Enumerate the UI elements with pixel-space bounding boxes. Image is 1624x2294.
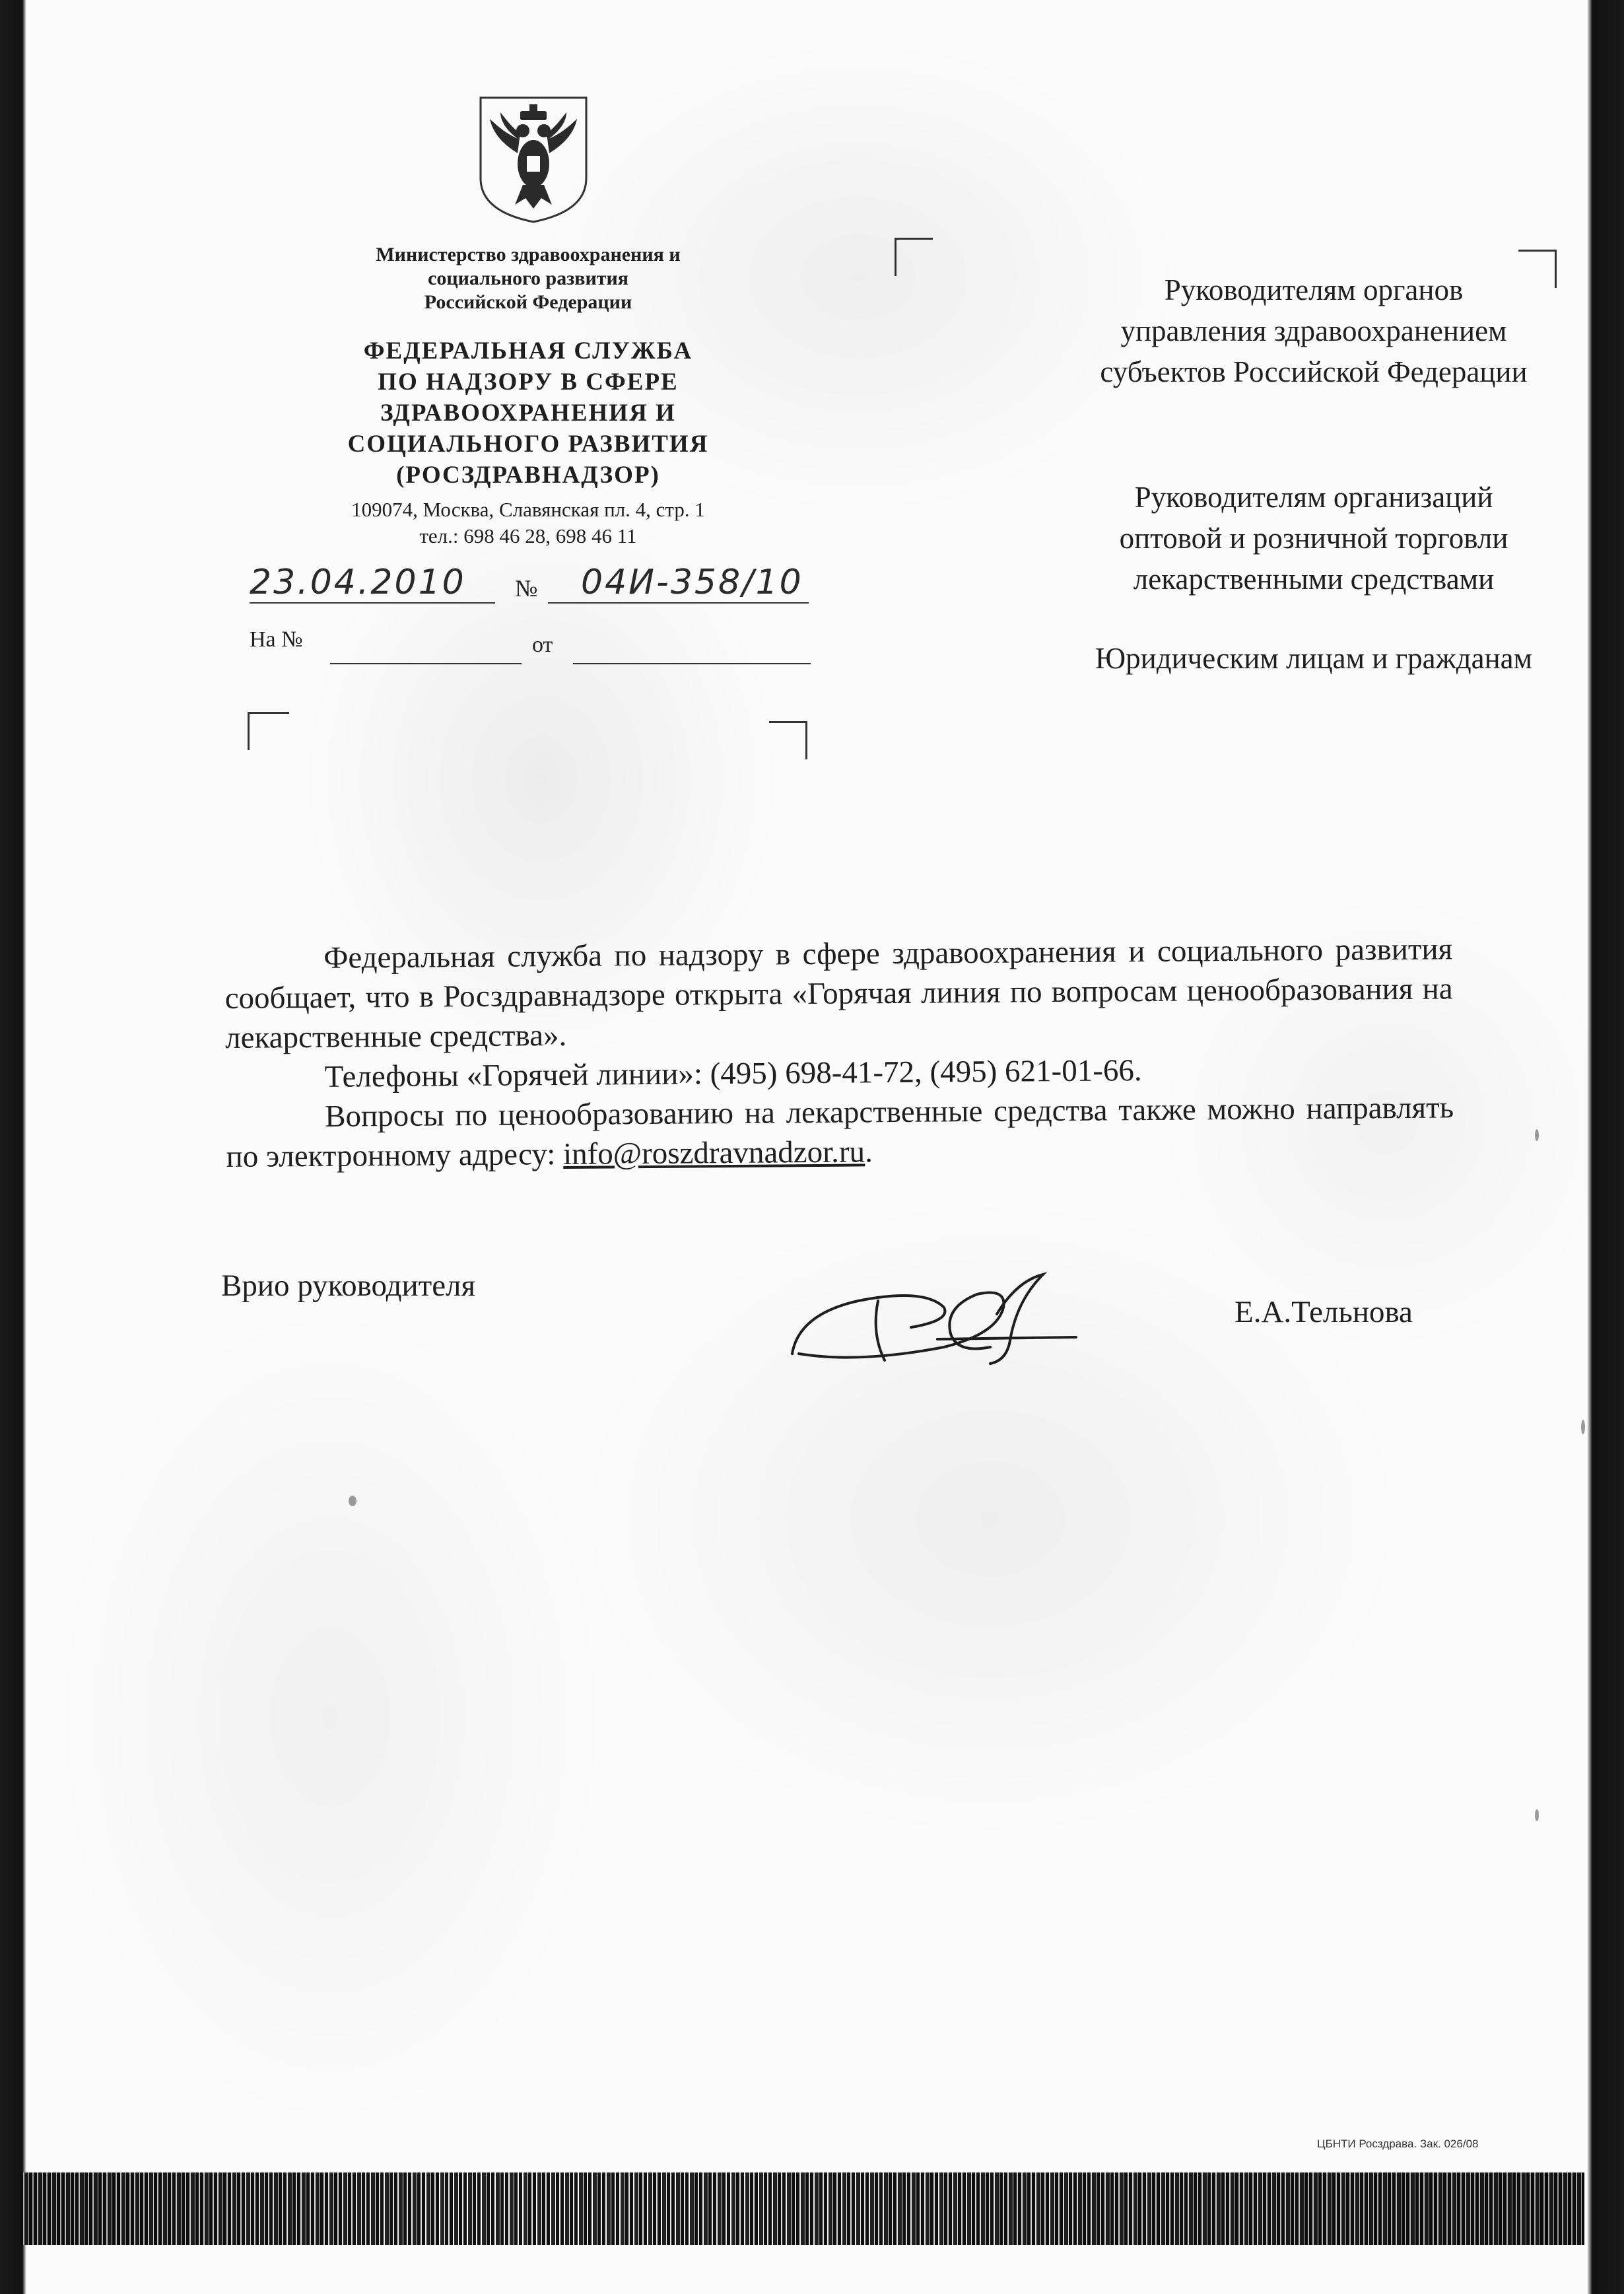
sender-address [290, 497, 766, 549]
ministry-line: Министерство здравоохранения и [376, 244, 681, 265]
email-period: . [864, 1134, 873, 1169]
date-underline [250, 602, 495, 604]
phone-line: тел.: 698 46 28, 698 46 11 [419, 524, 637, 547]
scan-artifact-shade [20, 2172, 1584, 2245]
registration-date: 23.04.2010 [250, 563, 466, 602]
address-line: 109074, Москва, Славянская пл. 4, стр. 1 [351, 498, 705, 521]
recipient-block [957, 269, 1624, 392]
body-paragraph: Федеральная служба по надзору в сфере здравоохранения и социального развития сообщает, что в Росздравнадзоре открыта «Горячая линия по вопросам ценообразования на лекарственные средства». [224, 932, 1453, 1055]
email-intro: Вопросы по ценообразованию на лекарственные средства также можно направлять по электронному адресу: [226, 1090, 1454, 1174]
subject-corner-right [769, 721, 807, 759]
scan-speck [349, 1496, 356, 1506]
service-line: СОЦИАЛЬНОГО РАЗВИТИЯ [347, 431, 709, 458]
subject-corner-left [248, 712, 289, 750]
recipient-corner-top-left [895, 238, 933, 276]
recipient-block [957, 638, 1624, 679]
service-line: ФЕДЕРАЛЬНАЯ СЛУЖБА [363, 337, 693, 365]
recipient-line: Руководителям организаций [1134, 481, 1493, 514]
recipient-line: управления здравоохранением [1120, 314, 1507, 347]
reply-from-label: от [532, 633, 553, 657]
ministry-line: социального развития [428, 267, 628, 289]
recipient-line: субъектов Российской Федерации [1100, 355, 1528, 388]
print-order-note: ЦБНТИ Росздрава. Зак. 026/08 [1317, 2138, 1479, 2150]
signatory-title: Врио руководителя [221, 1269, 476, 1303]
handwritten-signature-icon [779, 1255, 1083, 1387]
recipient-line: оптовой и розничной торговли [1119, 522, 1508, 555]
russian-coat-of-arms-icon [474, 92, 593, 225]
reply-prefix: На № [250, 627, 303, 652]
recipient-line: Руководителям органов [1164, 273, 1464, 306]
service-line: ПО НАДЗОРУ В СФЕРЕ [378, 368, 679, 396]
scan-speck [1535, 1129, 1539, 1141]
email-link[interactable]: info@roszdravnadzor.ru [562, 1134, 865, 1171]
scan-edge-left [0, 0, 26, 2294]
letter-body [224, 929, 1454, 1177]
scan-speck [1535, 1809, 1539, 1821]
ministry-line: Российской Федерации [424, 291, 632, 313]
ministry-name [310, 243, 746, 314]
service-name [310, 335, 746, 491]
scan-speck [1581, 1420, 1585, 1434]
body-paragraph-email [226, 1088, 1454, 1177]
reply-reference [250, 627, 303, 652]
reply-number-blank [330, 663, 522, 664]
body-paragraph-phones: Телефоны «Горячей линии»: (495) 698-41-72, (495) 621-01-66. [324, 1053, 1142, 1094]
registration-number: 04И-358/10 [581, 563, 803, 602]
number-sign: № [515, 575, 538, 602]
recipient-line: Юридическим лицам и гражданам [1095, 642, 1533, 675]
number-underline [548, 602, 809, 604]
recipient-block [957, 477, 1624, 600]
signatory-name: Е.А.Тельнова [1235, 1295, 1413, 1329]
reply-date-blank [573, 663, 811, 664]
recipient-line: лекарственными средствами [1133, 563, 1495, 596]
service-line: ЗДРАВООХРАНЕНИЯ И [380, 400, 676, 427]
service-line: (РОСЗДРАВНАДЗОР) [396, 462, 660, 489]
